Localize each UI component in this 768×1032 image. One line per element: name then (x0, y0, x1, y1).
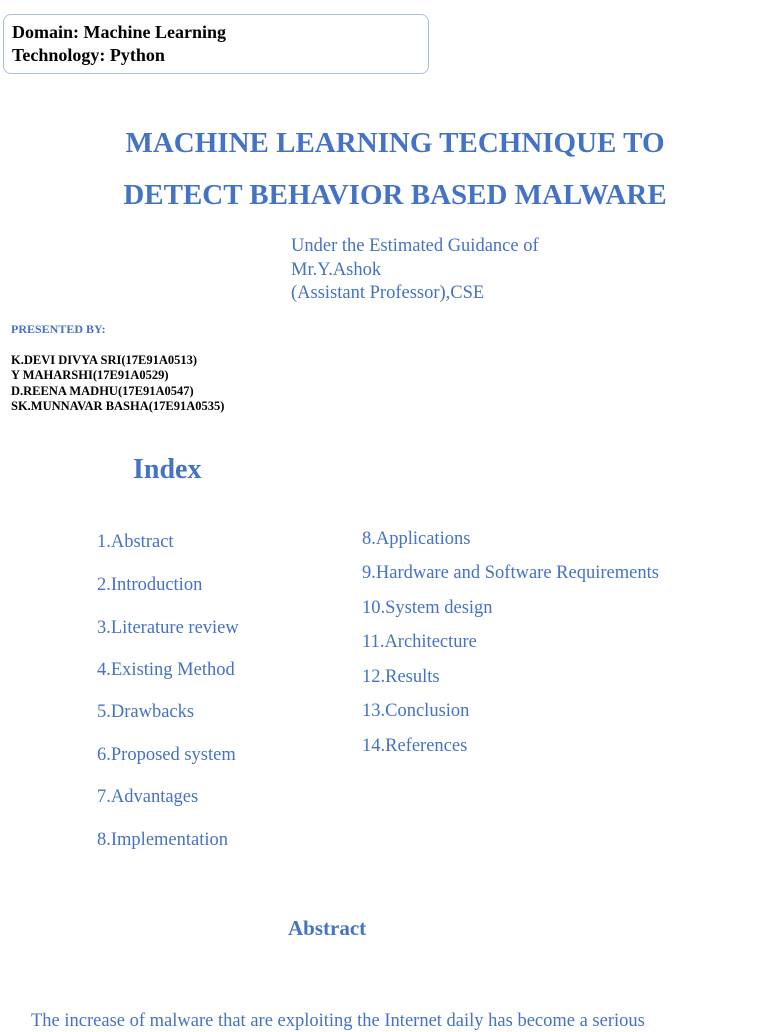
member-item: D.REENA MADHU(17E91A0547) (11, 383, 194, 398)
index-item: 1.Abstract (97, 532, 174, 552)
member-item: Y MAHARSHI(17E91A0529) (11, 368, 169, 383)
index-item: 8.Implementation (97, 830, 229, 850)
index-item: 2.Introduction (97, 575, 203, 595)
guide-designation: (Assistant Professor),CSE (291, 283, 485, 303)
index-item: 8.Applications (362, 529, 471, 549)
index-item: 13.Conclusion (362, 701, 470, 721)
abstract-text: The increase of malware that are exploiting the Internet daily has become a serious (31, 1011, 645, 1031)
presented-by-label: PRESENTED BY: (11, 322, 106, 336)
domain-technology-box (3, 14, 429, 74)
technology-label: Technology: Python (12, 45, 165, 65)
index-item: 5.Drawbacks (97, 702, 195, 722)
abstract-heading: Abstract (288, 916, 367, 940)
title-line-1: MACHINE LEARNING TECHNIQUE TO (125, 127, 665, 159)
guidance-line-1: Under the Estimated Guidance of (291, 236, 539, 256)
title-line-2: DETECT BEHAVIOR BASED MALWARE (123, 179, 667, 211)
index-item: 11.Architecture (362, 632, 477, 652)
member-item: SK.MUNNAVAR BASHA(17E91A0535) (11, 398, 225, 413)
domain-label: Domain: Machine Learning (12, 22, 226, 42)
guide-name: Mr.Y.Ashok (291, 259, 382, 280)
members-list (11, 353, 224, 414)
index-item: 9.Hardware and Software Requirements (362, 563, 659, 583)
index-item: 7.Advantages (97, 787, 199, 807)
index-item: 6.Proposed system (97, 745, 236, 765)
index-item: 10.System design (362, 598, 493, 618)
index-heading: Index (133, 454, 202, 485)
index-item: 4.Existing Method (97, 660, 235, 680)
index-item: 12.Results (362, 667, 440, 687)
index-item: 3.Literature review (97, 618, 239, 638)
index-item: 14.References (362, 736, 468, 756)
member-item: K.DEVI DIVYA SRI(17E91A0513) (11, 353, 198, 367)
guidance-block (291, 235, 539, 306)
